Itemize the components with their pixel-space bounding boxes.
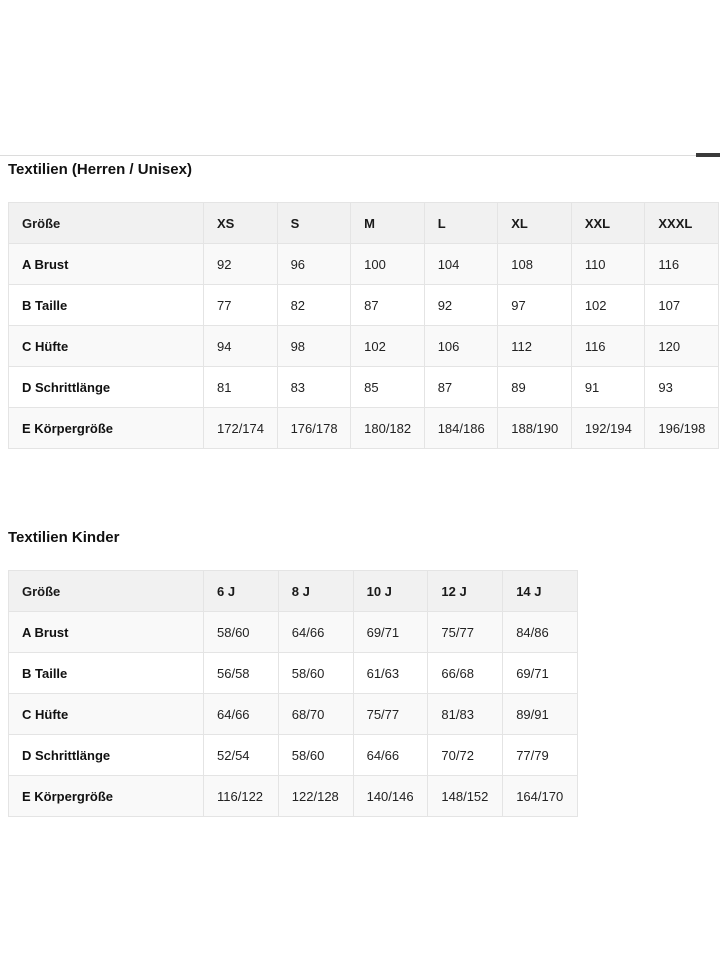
size-value: 120 (645, 326, 719, 367)
table-row (9, 408, 719, 449)
size-value: 116/122 (204, 776, 279, 817)
divider-dark-segment (696, 153, 720, 157)
size-value: 69/71 (503, 653, 578, 694)
size-value: 91 (571, 367, 645, 408)
row-label: A Brust (9, 244, 204, 285)
table-row (9, 244, 719, 285)
size-value: 116 (571, 326, 645, 367)
table-row (9, 612, 578, 653)
size-value: 112 (498, 326, 572, 367)
column-header: L (424, 203, 498, 244)
column-header: XXL (571, 203, 645, 244)
size-table-herren (8, 202, 719, 449)
row-label: E Körpergröße (9, 408, 204, 449)
size-value: 85 (351, 367, 425, 408)
table-row (9, 326, 719, 367)
size-value: 92 (424, 285, 498, 326)
top-divider (0, 155, 720, 156)
size-value: 100 (351, 244, 425, 285)
size-value: 58/60 (204, 612, 279, 653)
row-label: C Hüfte (9, 326, 204, 367)
size-value: 172/174 (204, 408, 278, 449)
size-value: 104 (424, 244, 498, 285)
row-label: B Taille (9, 653, 204, 694)
column-header: 14 J (503, 571, 578, 612)
column-header: Größe (9, 203, 204, 244)
size-value: 92 (204, 244, 278, 285)
size-value: 81/83 (428, 694, 503, 735)
section-title-herren: Textilien (Herren / Unisex) (8, 161, 192, 178)
size-value: 64/66 (204, 694, 279, 735)
row-label: B Taille (9, 285, 204, 326)
size-value: 83 (277, 367, 351, 408)
row-label: A Brust (9, 612, 204, 653)
table-row (9, 694, 578, 735)
table-row (9, 776, 578, 817)
size-value: 180/182 (351, 408, 425, 449)
size-value: 98 (277, 326, 351, 367)
size-value: 89/91 (503, 694, 578, 735)
size-value: 81 (204, 367, 278, 408)
table-row (9, 285, 719, 326)
size-chart-content (8, 161, 719, 817)
column-header: 6 J (204, 571, 279, 612)
header-row (9, 571, 578, 612)
table-row (9, 653, 578, 694)
column-header: XXXL (645, 203, 719, 244)
size-value: 68/70 (278, 694, 353, 735)
section-textilien-herren (8, 161, 719, 449)
section-textilien-kinder (8, 529, 719, 817)
section-title-kinder: Textilien Kinder (8, 529, 120, 546)
column-header: XS (204, 203, 278, 244)
size-value: 64/66 (353, 735, 428, 776)
size-value: 102 (571, 285, 645, 326)
size-value: 87 (424, 367, 498, 408)
size-table-kinder (8, 570, 578, 817)
row-label: C Hüfte (9, 694, 204, 735)
size-value: 94 (204, 326, 278, 367)
size-value: 77/79 (503, 735, 578, 776)
row-label: D Schrittlänge (9, 735, 204, 776)
table-row (9, 367, 719, 408)
size-value: 82 (277, 285, 351, 326)
size-value: 116 (645, 244, 719, 285)
size-value: 176/178 (277, 408, 351, 449)
size-value: 61/63 (353, 653, 428, 694)
column-header: Größe (9, 571, 204, 612)
size-value: 93 (645, 367, 719, 408)
size-value: 164/170 (503, 776, 578, 817)
size-value: 196/198 (645, 408, 719, 449)
size-value: 106 (424, 326, 498, 367)
size-value: 108 (498, 244, 572, 285)
size-value: 70/72 (428, 735, 503, 776)
size-value: 87 (351, 285, 425, 326)
size-value: 84/86 (503, 612, 578, 653)
column-header: M (351, 203, 425, 244)
size-value: 122/128 (278, 776, 353, 817)
size-value: 58/60 (278, 735, 353, 776)
size-value: 52/54 (204, 735, 279, 776)
size-value: 184/186 (424, 408, 498, 449)
size-value: 107 (645, 285, 719, 326)
size-value: 148/152 (428, 776, 503, 817)
column-header: 12 J (428, 571, 503, 612)
size-value: 110 (571, 244, 645, 285)
size-value: 58/60 (278, 653, 353, 694)
size-value: 97 (498, 285, 572, 326)
column-header: 8 J (278, 571, 353, 612)
size-value: 75/77 (428, 612, 503, 653)
header-row (9, 203, 719, 244)
table-row (9, 735, 578, 776)
row-label: E Körpergröße (9, 776, 204, 817)
size-value: 140/146 (353, 776, 428, 817)
size-value: 192/194 (571, 408, 645, 449)
size-value: 77 (204, 285, 278, 326)
row-label: D Schrittlänge (9, 367, 204, 408)
size-value: 66/68 (428, 653, 503, 694)
column-header: XL (498, 203, 572, 244)
size-value: 69/71 (353, 612, 428, 653)
size-value: 188/190 (498, 408, 572, 449)
column-header: S (277, 203, 351, 244)
column-header: 10 J (353, 571, 428, 612)
size-value: 96 (277, 244, 351, 285)
size-value: 75/77 (353, 694, 428, 735)
size-value: 56/58 (204, 653, 279, 694)
size-value: 89 (498, 367, 572, 408)
size-value: 102 (351, 326, 425, 367)
size-value: 64/66 (278, 612, 353, 653)
